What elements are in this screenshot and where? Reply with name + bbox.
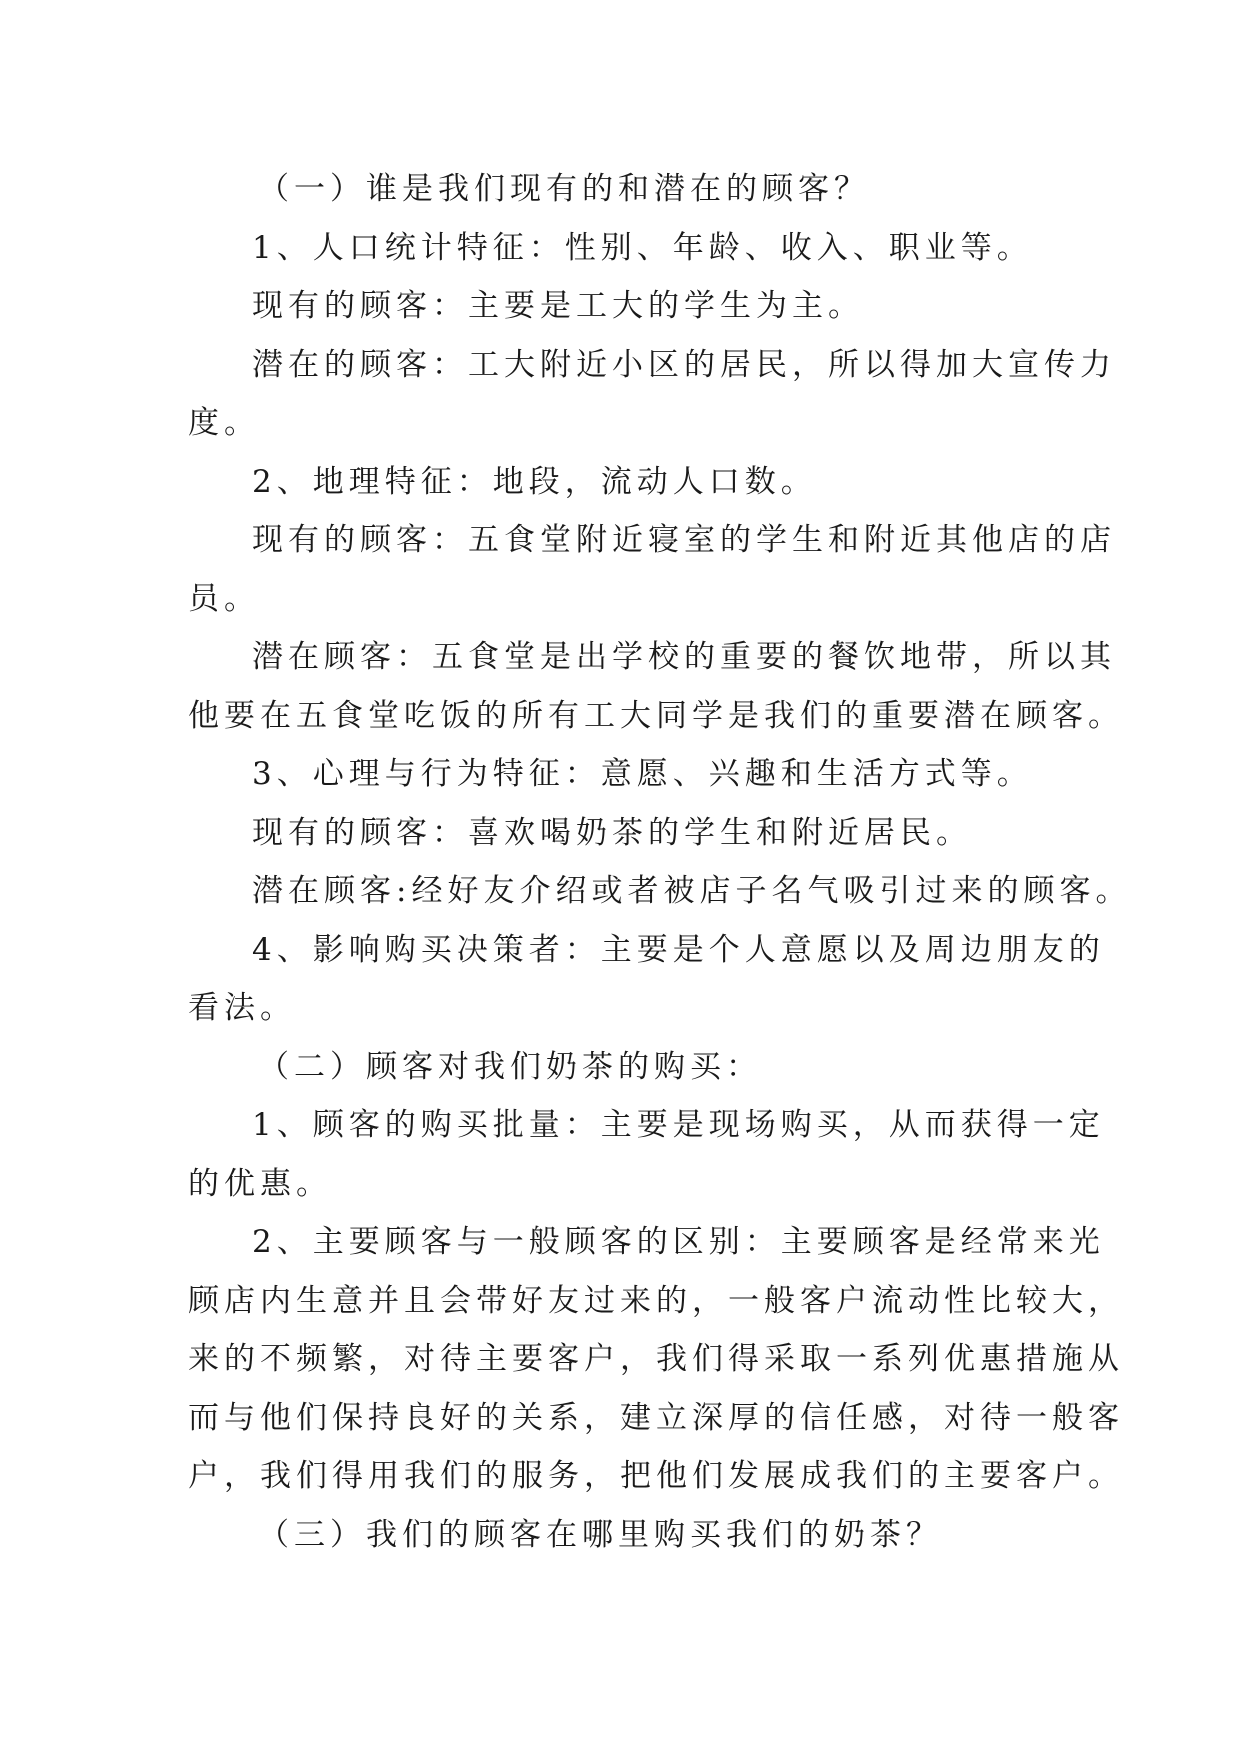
paragraph-line: 看法。 — [188, 990, 296, 1026]
paragraph-line: 现有的顾客：主要是工大的学生为主。 — [252, 288, 864, 324]
paragraph-line: 来的不频繁，对待主要客户，我们得采取一系列优惠措施从 — [188, 1341, 1124, 1377]
paragraph-line: 潜在的顾客：工大附近小区的居民，所以得加大宣传力 — [252, 346, 1116, 383]
paragraph-line: 他要在五食堂吃饭的所有工大同学是我们的重要潜在顾客。 — [188, 697, 1124, 734]
section-heading-2: （二）顾客对我们奶茶的购买： — [258, 1048, 762, 1085]
paragraph-line: 2、地理特征：地段，流动人口数。 — [252, 463, 817, 500]
paragraph-line: 户，我们得用我们的服务，把他们发展成我们的主要客户。 — [188, 1458, 1124, 1494]
paragraph-line: 度。 — [188, 405, 260, 441]
paragraph-line: 3、心理与行为特征：意愿、兴趣和生活方式等。 — [252, 756, 1033, 792]
paragraph-line: 1、顾客的购买批量：主要是现场购买，从而获得一定 — [252, 1107, 1105, 1143]
paragraph-line: 现有的顾客：五食堂附近寝室的学生和附近其他店的店 — [252, 522, 1116, 558]
paragraph-line: 潜在顾客：五食堂是出学校的重要的餐饮地带，所以其 — [252, 639, 1116, 675]
section-heading-3: （三）我们的顾客在哪里购买我们的奶茶？ — [258, 1516, 942, 1553]
paragraph-line: 而与他们保持良好的关系，建立深厚的信任感，对待一般客 — [188, 1399, 1124, 1436]
paragraph-line: 2、主要顾客与一般顾客的区别：主要顾客是经常来光 — [252, 1224, 1105, 1260]
document-body — [188, 160, 1132, 1564]
paragraph-line: 顾店内生意并且会带好友过来的，一般客户流动性比较大， — [188, 1282, 1124, 1319]
paragraph-line: 潜在顾客:经好友介绍或者被店子名气吸引过来的顾客。 — [252, 873, 1132, 909]
paragraph-line: 的优惠。 — [188, 1165, 332, 1202]
paragraph-line: 4、影响购买决策者：主要是个人意愿以及周边朋友的 — [252, 931, 1105, 968]
section-heading-1: （一）谁是我们现有的和潜在的顾客？ — [258, 171, 870, 207]
paragraph-line: 员。 — [188, 580, 260, 617]
paragraph-line: 现有的顾客：喜欢喝奶茶的学生和附近居民。 — [252, 814, 972, 851]
paragraph-line: 1、人口统计特征：性别、年龄、收入、职业等。 — [252, 229, 1033, 266]
